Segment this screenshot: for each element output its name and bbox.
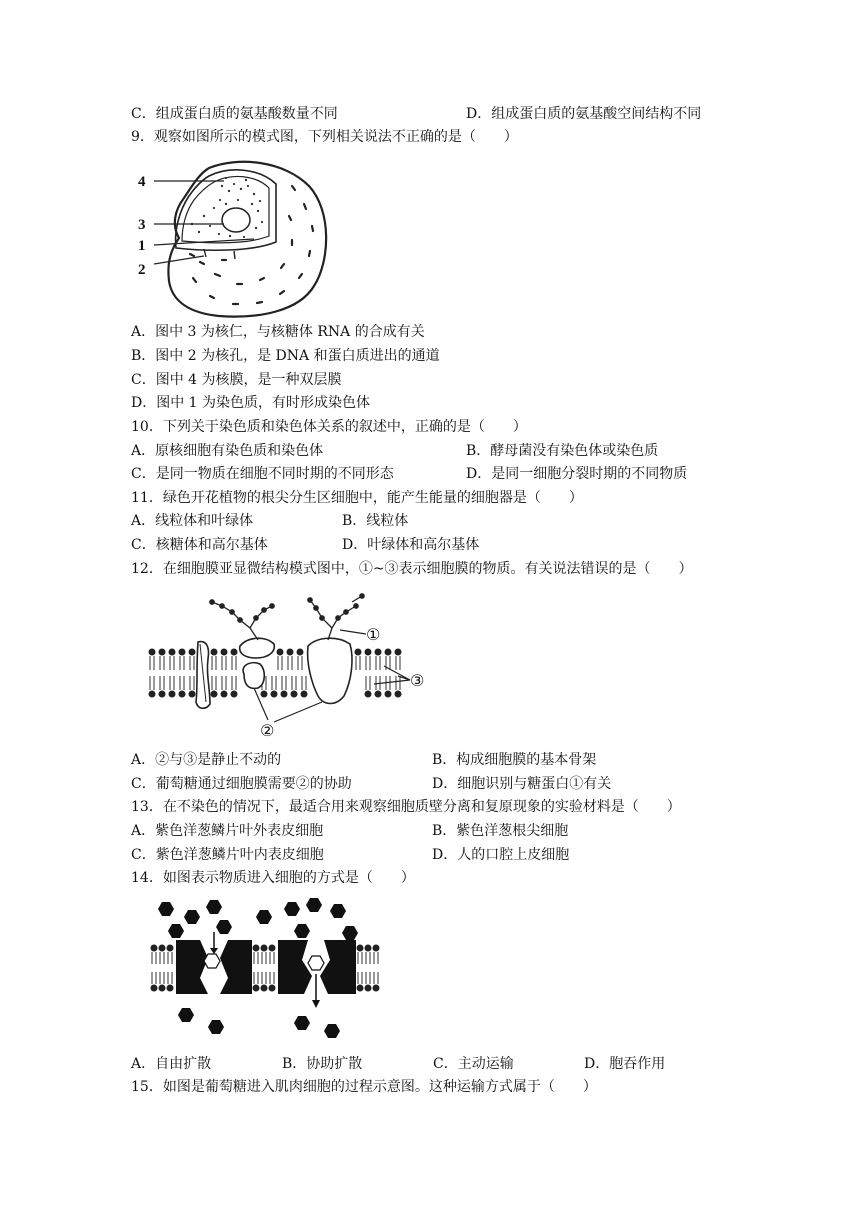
q14-option-a: A．自由扩散 — [131, 1056, 212, 1072]
q14-stem: 14．如图表示物质进入细胞的方式是（ ） — [131, 870, 415, 886]
q11-option-a: A．线粒体和叶绿体 — [131, 513, 254, 529]
q9-option-a: A．图中 3 为核仁，与核糖体 RNA 的合成有关 — [131, 324, 425, 340]
q10-option-d: D．是同一细胞分裂时期的不同物质 — [466, 466, 688, 482]
fig-label-4: 4 — [138, 174, 146, 190]
q13-option-a: A．紫色洋葱鳞片叶外表皮细胞 — [131, 823, 324, 839]
q10-option-a: A．原核细胞有染色质和染色体 — [131, 443, 324, 459]
q12-stem: 12．在细胞膜亚显微结构模式图中，①~③表示细胞膜的物质。有关说法错误的是（ ） — [131, 561, 693, 577]
q12-option-c: C．葡萄糖通过细胞膜需要②的协助 — [131, 776, 352, 792]
transport-diagram — [148, 896, 388, 1046]
q10-option-b: B．酵母菌没有染色体或染色质 — [466, 443, 659, 459]
q9-option-b: B．图中 2 为核孔，是 DNA 和蛋白质进出的通道 — [131, 348, 440, 364]
q13-option-b: B．紫色洋葱根尖细胞 — [432, 823, 569, 839]
q14-option-d: D．胞吞作用 — [584, 1056, 666, 1072]
fig-label-3: 3 — [138, 217, 146, 233]
q14-option-c: C．主动运输 — [433, 1056, 514, 1072]
q10-stem: 10．下列关于染色质和染色体关系的叙述中，正确的是（ ） — [131, 419, 527, 435]
q11-stem: 11．绿色开花植物的根尖分生区细胞中，能产生能量的细胞器是（ ） — [131, 490, 583, 506]
q14-option-b: B．协助扩散 — [282, 1056, 363, 1072]
q11-option-b: B．线粒体 — [342, 513, 409, 529]
q13-option-c: C．紫色洋葱鳞片叶内表皮细胞 — [131, 847, 324, 863]
q15-stem: 15．如图是葡萄糖进入肌肉细胞的过程示意图。这种运输方式属于（ ） — [131, 1079, 597, 1095]
fig-label-3: ③ — [410, 671, 425, 690]
cell-membrane-diagram — [140, 584, 440, 744]
fig-label-2: ② — [260, 721, 275, 740]
q12-option-b: B．构成细胞膜的基本骨架 — [432, 752, 597, 768]
q13-option-d: D．人的口腔上皮细胞 — [432, 847, 570, 863]
nucleus-diagram — [134, 156, 334, 321]
fig-label-1: 1 — [138, 238, 146, 254]
q11-option-d: D．叶绿体和高尔基体 — [342, 537, 480, 553]
q12-option-a: A．②与③是静止不动的 — [131, 752, 282, 768]
q8-option-c: C．组成蛋白质的氨基酸数量不同 — [131, 106, 338, 122]
q10-option-c: C．是同一物质在细胞不同时期的不同形态 — [131, 466, 394, 482]
q13-stem: 13．在不染色的情况下，最适合用来观察细胞质壁分离和复原现象的实验材料是（ ） — [131, 799, 681, 815]
q11-option-c: C．核糖体和高尔基体 — [131, 537, 268, 553]
fig-label-1: ① — [366, 625, 381, 644]
q9-stem: 9．观察如图所示的模式图，下列相关说法不正确的是（ ） — [131, 129, 518, 145]
q8-option-d: D．组成蛋白质的氨基酸空间结构不同 — [466, 106, 702, 122]
q9-option-c: C．图中 4 为核膜，是一种双层膜 — [131, 372, 342, 388]
q9-option-d: D．图中 1 为染色质，有时形成染色体 — [131, 395, 371, 411]
fig-label-2: 2 — [138, 262, 146, 278]
q12-option-d: D．细胞识别与糖蛋白①有关 — [432, 776, 612, 792]
